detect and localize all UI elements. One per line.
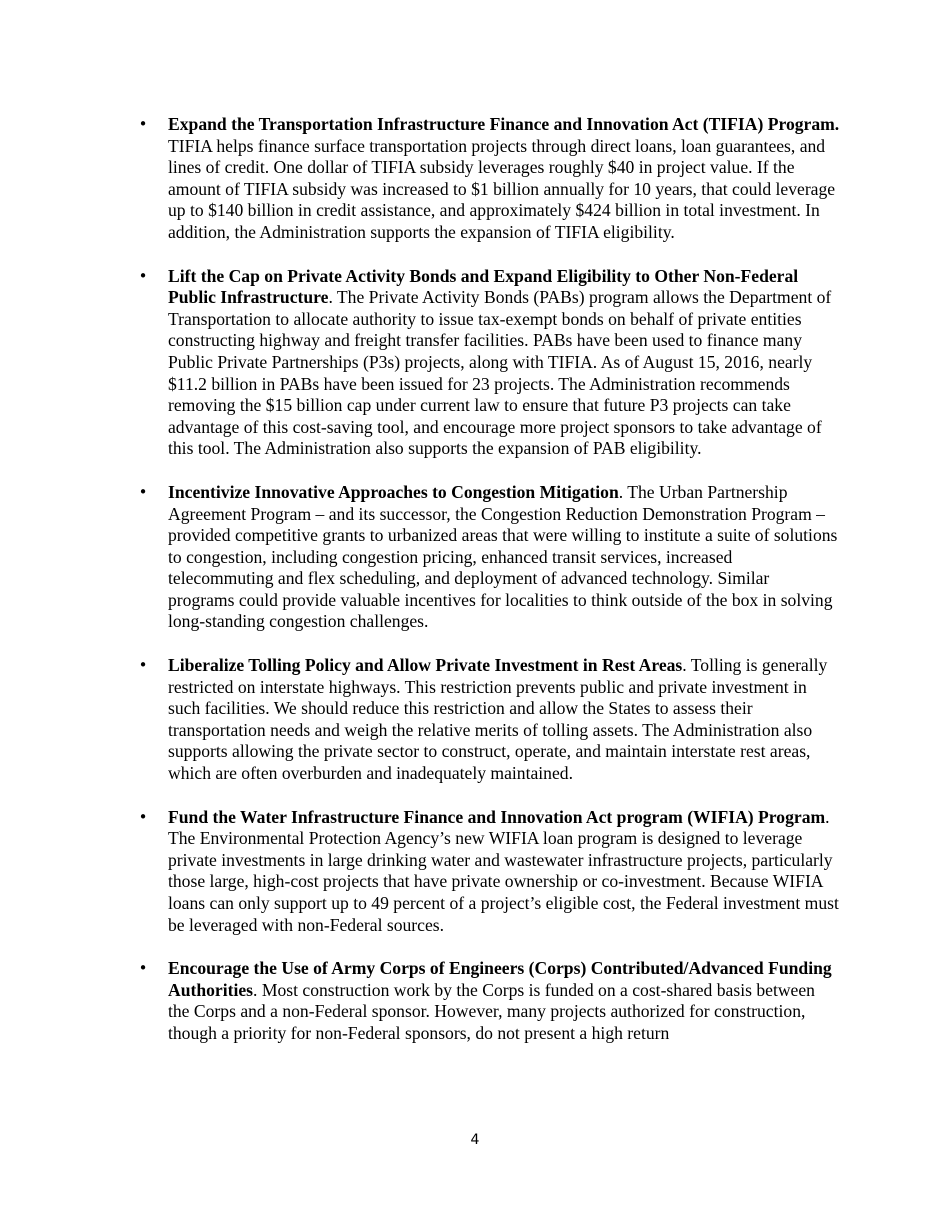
bullet-item-tolling-policy: [136, 655, 840, 785]
bullet-icon: •: [138, 807, 148, 826]
bullet-body: . The Private Activity Bonds (PABs) program allows the Department of Transportation to allocate authority to issue tax-exempt bonds on behalf of private entities constructing highway and freight transfer facilities. PABs have been used to finance many Public Private Partnerships (P3s) projects, along with TIFIA. As of August 15, 2016, nearly $11.2 billion in PABs have been issued for 23 projects. The Administration recommends removing the $15 billion cap under current law to ensure that future P3 projects can take advantage of this cost-saving tool, and encourage more project sponsors to take advantage of this tool. The Administration also supports the expansion of PAB eligibility.: [168, 287, 832, 459]
bullet-item-private-activity-bonds: [136, 266, 840, 460]
bullet-title: Fund the Water Infrastructure Finance and Innovation Act program (WIFIA) Program: [168, 806, 826, 827]
bullet-body: . The Urban Partnership Agreement Program – and its successor, the Congestion Reduction Demonstration Program – provided competitive grants to urbanized areas that were willing to institute a suite of solutions to congestion, including congestion pricing, enhanced transit services, increased telecommuting and flex scheduling, and deployment of advanced technology. Similar programs could provide valuable incentives for localities to think outside of the box in solving long-standing congestion challenges.: [168, 481, 838, 632]
bullet-icon: •: [138, 656, 148, 675]
bullet-body: . Most construction work by the Corps is funded on a cost-shared basis between the Corps and a non-Federal sponsor. However, many projects authorized for construction, though a priority for non-Federal sponsors, do not present a high return: [168, 979, 815, 1043]
bullet-icon: •: [138, 266, 148, 285]
bullet-title: Lift the Cap on Private Activity Bonds and Expand Eligibility to Other Non-Federal Public Infrastructure: [168, 265, 799, 308]
bullet-icon: •: [138, 115, 148, 133]
bullet-item-congestion-mitigation: [136, 482, 840, 633]
bullet-title: Encourage the Use of Army Corps of Engineers (Corps) Contributed/Advanced Funding Authorities: [168, 958, 832, 1000]
bullet-title: Expand the Transportation Infrastructure Finance and Innovation Act (TIFIA) Program.: [168, 114, 840, 134]
bullet-body: . Tolling is generally restricted on interstate highways. This restriction prevents public and private investment in such facilities. We should reduce this restriction and allow the States to assess their transportation needs and weigh the relative merits of tolling assets. The Administration also supports allowing the private sector to construct, operate, and maintain interstate rest areas, which are often overburden and inadequately maintained.: [168, 655, 828, 784]
page-number: 4: [470, 1132, 480, 1148]
bullet-body: . The Environmental Protection Agency’s new WIFIA loan program is designed to leverage private investments in large drinking water and wastewater infrastructure projects, particularly those large, high-cost projects that have private ownership or co-investment. Because WIFIA loans can only support up to 49 percent of a project’s eligible cost, the Federal investment must be leveraged with non-Federal sources.: [168, 806, 839, 935]
bullet-item-tifia: [136, 114, 840, 244]
bullet-icon: •: [138, 482, 148, 501]
bullet-list: [136, 114, 840, 1067]
bullet-title: Incentivize Innovative Approaches to Congestion Mitigation: [168, 481, 619, 502]
bullet-item-wifia: [136, 807, 840, 937]
bullet-icon: •: [138, 959, 148, 978]
bullet-item-army-corps: [136, 958, 840, 1044]
bullet-title: Liberalize Tolling Policy and Allow Private Investment in Rest Areas: [168, 655, 683, 676]
bullet-body: TIFIA helps finance surface transportation projects through direct loans, loan guarantees, and lines of credit. One dollar of TIFIA subsidy leverages roughly $40 in project value. If the amount of TIFIA subsidy was increased to $1 billion annually for 10 years, that could leverage up to $140 billion in credit assistance, and approximately $424 billion in total investment. In addition, the Administration supports the expansion of TIFIA eligibility.: [168, 135, 836, 242]
